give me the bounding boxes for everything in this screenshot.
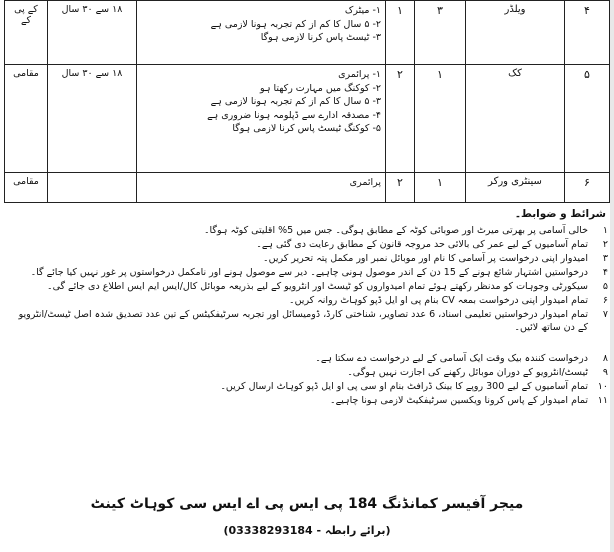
qualification-line: پرائمری bbox=[349, 177, 381, 188]
post-name-cell: سینٹری ورکر bbox=[466, 173, 565, 203]
domicile-cell: مقامی bbox=[5, 173, 48, 203]
jobs-table bbox=[4, 0, 610, 203]
qualification-line: ۱- میٹرک bbox=[344, 5, 381, 16]
seats-cell-2: ۱ bbox=[386, 1, 415, 65]
rule-number: ۲ bbox=[602, 239, 608, 250]
rule-text: تمام امیدوار درخواستیں تعلیمی اسناد، 6 عدد تصاویر، شناختی کارڈ، ڈومیسائل اور تجربہ سرٹیفکیٹس کے تین عدد تصدیق شدہ اصل ٹیسٹ/انٹرویو کے دن ساتھ لائیں۔ bbox=[18, 309, 588, 333]
qualification-line: ۲- ۵ سال کا کم از کم تجربہ ہونا لازمی ہے bbox=[210, 18, 381, 30]
serial-number-cell: ۴ bbox=[565, 1, 610, 65]
qualification-line: ۳- ۵ سال کا کم از کم تجربہ ہونا لازمی ہے bbox=[210, 96, 381, 107]
rule-item bbox=[8, 224, 608, 237]
qualification-line: ۳- ٹیسٹ پاس کرنا لازمی ہوگا bbox=[260, 32, 381, 43]
serial-number-cell: ۵ bbox=[565, 65, 610, 173]
rule-number: ۱ bbox=[602, 225, 608, 236]
post-name-cell: ویلڈر bbox=[466, 1, 565, 65]
rules-list bbox=[8, 224, 608, 408]
seats-cell: ۱ bbox=[415, 173, 466, 203]
table-row bbox=[5, 65, 610, 173]
rule-number: ۴ bbox=[602, 267, 608, 278]
rules-title: شرائط و ضوابط۔ bbox=[514, 208, 606, 220]
rule-item bbox=[8, 380, 608, 393]
rule-item bbox=[8, 238, 608, 251]
seats-cell-2: ۲ bbox=[386, 173, 415, 203]
rule-text: تمام آسامیوں کے لیے 300 روپے کا بینک ڈرافٹ بنام او سی پی او ایل ڈپو کوہاٹ ارسال کریں۔ bbox=[220, 381, 588, 392]
qualification-cell bbox=[137, 65, 386, 173]
domicile-cell: کے پی کے bbox=[5, 1, 48, 65]
rule-item bbox=[8, 280, 608, 293]
rule-item bbox=[8, 394, 608, 407]
seats-cell: ۱ bbox=[415, 65, 466, 173]
qualification-line: ۴- مصدقہ ادارے سے ڈپلومہ ہونا ضروری ہے bbox=[207, 109, 381, 121]
scan-edge bbox=[610, 0, 614, 552]
domicile-cell: مقامی bbox=[5, 65, 48, 173]
table-row bbox=[5, 173, 610, 203]
rule-text: سیکورٹی وجوہات کو مدنظر رکھتے ہوئے تمام امیدواروں کو ٹیسٹ اور انٹرویو کے لیے بذریعہ موبائل کال/ایس ایم ایس اطلاع دی جائے گی۔ bbox=[47, 281, 588, 292]
rule-text: ٹیسٹ/انٹرویو کے دوران موبائل رکھنے کی اجازت نہیں ہوگی۔ bbox=[347, 367, 588, 378]
rule-number: ۱۰ bbox=[597, 381, 608, 392]
rule-text: خالی آسامی پر بھرتی میرٹ اور صوبائی کوٹہ کے مطابق ہوگی۔ جس میں 5% اقلیتی کوٹہ ہوگا۔ bbox=[203, 225, 588, 236]
rule-number: ۶ bbox=[602, 295, 608, 306]
rule-text: درخواستیں اشتہار شائع ہونے کے 15 دن کے اندر موصول ہونی چاہیے۔ دیر سے موصول ہونے اور نامکمل درخواستوں پر غور نہیں کیا جائے گا۔ bbox=[30, 267, 588, 278]
rule-text: تمام امیدوار اپنی درخواست بمعہ CV بنام پی او ایل ڈپو کوہاٹ روانہ کریں۔ bbox=[289, 295, 588, 306]
serial-number-cell: ۶ bbox=[565, 173, 610, 203]
qualification-cell bbox=[137, 173, 386, 203]
qualification-line: ۲- کوکنگ میں مہارت رکھتا ہو bbox=[260, 82, 381, 94]
rule-item bbox=[8, 294, 608, 307]
rule-item bbox=[8, 366, 608, 379]
rule-text: امیدوار اپنی درخواست پر آسامی کا نام اور موبائل نمبر اور مکمل پتہ تحریر کریں۔ bbox=[263, 253, 588, 264]
age-limit-cell bbox=[48, 173, 137, 203]
rule-text: تمام امیدوار کے پاس کرونا ویکسین سرٹیفکیٹ لازمی ہونا چاہیے۔ bbox=[330, 395, 588, 406]
qualification-line: ۱- پرائمری bbox=[338, 69, 381, 80]
seats-cell: ۳ bbox=[415, 1, 466, 65]
rule-number: ۷ bbox=[602, 309, 608, 320]
rule-number: ۱۱ bbox=[597, 395, 608, 406]
post-name-cell: کک bbox=[466, 65, 565, 173]
qualification-line: ۵- کوکنگ ٹیسٹ پاس کرنا لازمی ہوگا bbox=[232, 123, 381, 134]
rule-item bbox=[8, 352, 608, 365]
rule-number: ۸ bbox=[602, 353, 608, 364]
rule-number: ۹ bbox=[602, 367, 608, 378]
rule-text: تمام آسامیوں کے لیے عمر کی بالائی حد مروجہ قانون کے مطابق رعایت دی گئی ہے۔ bbox=[256, 239, 588, 250]
rule-number: ۳ bbox=[602, 253, 608, 264]
rule-item bbox=[8, 266, 608, 279]
contact-line: (برائے رابطہ - 03338293184) bbox=[223, 524, 391, 537]
seats-cell-2: ۲ bbox=[386, 65, 415, 173]
age-limit-cell: ۱۸ سے ۳۰ سال bbox=[48, 65, 137, 173]
rule-text: درخواست کنندہ بیک وقت ایک آسامی کے لیے درخواست دے سکتا ہے۔ bbox=[315, 353, 588, 364]
rule-item bbox=[8, 252, 608, 265]
qualification-cell bbox=[137, 1, 386, 65]
rule-number: ۵ bbox=[602, 281, 608, 292]
signature: میجر آفیسر کمانڈنگ 184 پی ایس پی اے ایس سی کوہاٹ کینٹ bbox=[90, 496, 524, 512]
table-row bbox=[5, 1, 610, 65]
age-limit-cell: ۱۸ سے ۳۰ سال bbox=[48, 1, 137, 65]
rule-item bbox=[8, 308, 608, 334]
